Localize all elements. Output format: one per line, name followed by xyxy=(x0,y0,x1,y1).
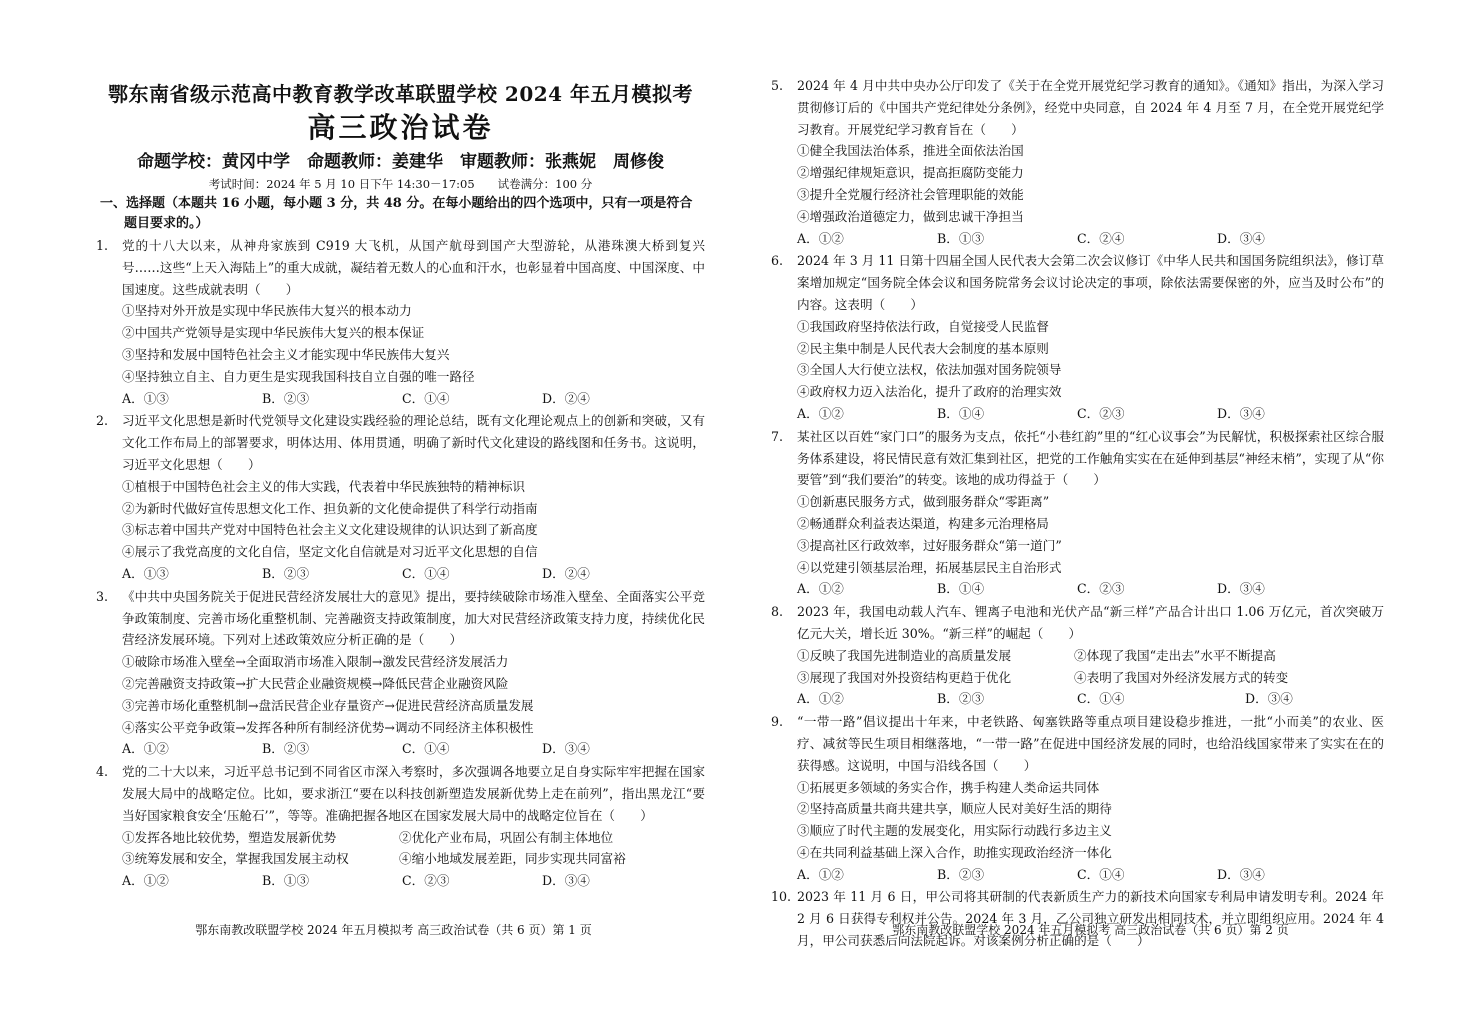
question-number: 4. xyxy=(96,764,109,780)
page-footer: 鄂东南教改联盟学校 2024 年五月模拟考 高三政治试卷（共 6 页）第 2 页 xyxy=(892,923,1289,937)
statement-option: ④增强政治道德定力，做到忠诚干净担当 xyxy=(797,208,1024,224)
question-number: 8. xyxy=(771,604,784,620)
choice-d: D．③④ xyxy=(1217,405,1265,421)
question-number: 10. xyxy=(771,889,792,905)
answer-choices xyxy=(96,388,705,410)
statement-option: ②中国共产党领导是实现中华民族伟大复兴的根本保证 xyxy=(122,325,425,341)
question-stem: 党的二十大以来，习近平总书记到不同省区市深入考察时，多次强调各地要立足自身实际牢牢把握在国家发展大局中的战略定位。比如，要求浙江“要在以科技创新塑造发展新优势上走在前列”，指出黑龙江“要当好国家粮食安全‘压舱石’”，等等。准确把握各地区在国家发展大局中的战略定位旨在（ ） xyxy=(122,764,705,823)
choice-a: A．①② xyxy=(797,581,844,597)
question-stem: 2023 年 11 月 6 日，甲公司将其研制的代表新质生产力的新技术向国家专利局申请发明专利。2024 年 2 月 6 日获得专利权并公告。2024 年 3 月，乙公司独立研发出相同技术，并立即组织应用。2024 年 4 月，甲公司获悉后向法院起诉。对该案例分析正确的是（ ） xyxy=(797,889,1384,949)
choice-d: D．③④ xyxy=(1245,691,1293,707)
question-2 xyxy=(96,410,705,584)
statement-option: ③标志着中国共产党对中国特色社会主义文化建设规律的认识达到了新高度 xyxy=(122,522,538,538)
choice-a: A．①② xyxy=(797,866,844,882)
choice-a: A．①③ xyxy=(122,565,169,581)
statement-option: ②民主集中制是人民代表大会制度的基本原则 xyxy=(797,340,1049,356)
question-8 xyxy=(771,601,1384,710)
statement-option: ④表明了我国对外经济发展方式的转变 xyxy=(1074,669,1289,685)
question-number: 6. xyxy=(771,253,784,269)
statement-option: ①拓展更多领域的务实合作，携手构建人类命运共同体 xyxy=(797,779,1100,795)
question-stem: 习近平文化思想是新时代党领导文化建设实践经验的理论总结，既有文化理论观点上的创新和突破，又有文化工作布局上的部署要求，明体达用、体用贯通，明确了新时代文化建设的路线图和任务书。这说明，习近平文化思想（ ） xyxy=(122,413,705,472)
question-stem: 2023 年，我国电动载人汽车、锂离子电池和光伏产品“新三样”产品合计出口 1.06 万亿元，首次突破万亿元大关，增长近 30%。“新三样”的崛起（ ） xyxy=(797,604,1384,641)
question-stem: 2024 年 3 月 11 日第十四届全国人民代表大会第二次会议修订《中华人民共和国国务院组织法》，修订草案增加规定“国务院全体会议和国务院常务会议讨论决定的事项，除依法需要保密的外，应当及时公布”的内容。这表明（ ） xyxy=(797,253,1384,312)
choice-b: B．②③ xyxy=(262,390,310,406)
answer-choices xyxy=(96,738,705,760)
question-9 xyxy=(771,711,1384,885)
choice-b: B．②③ xyxy=(262,565,310,581)
statement-option: ①坚持对外开放是实现中华民族伟大复兴的根本动力 xyxy=(122,303,412,319)
question-5 xyxy=(771,75,1384,249)
statement-option: ②畅通群众利益表达渠道，构建多元治理格局 xyxy=(797,515,1049,531)
question-number: 9. xyxy=(771,714,784,730)
statement-option: ③坚持和发展中国特色社会主义才能实现中华民族伟大复兴 xyxy=(122,346,450,362)
statement-option: ②完善融资支持政策→扩大民营企业融资规模→降低民营企业融资风险 xyxy=(122,675,509,691)
statement-option-row xyxy=(771,645,1384,667)
choice-c: C．①④ xyxy=(1077,691,1125,707)
question-stem: “一带一路”倡议提出十年来，中老铁路、匈塞铁路等重点项目建设稳步推进，一批“小而美”的农业、医疗、减贫等民生项目相继落地，“一带一路”在促进中国经济发展的同时，也给沿线国家带来了实实在在的获得感。这说明，中国与沿线各国（ ） xyxy=(797,714,1384,773)
choice-d: D．③④ xyxy=(1217,866,1265,882)
choice-a: A．①② xyxy=(797,405,844,421)
choice-b: B．②③ xyxy=(262,741,310,757)
choice-a: A．①② xyxy=(122,741,169,757)
question-1 xyxy=(96,235,705,409)
choice-c: C．①④ xyxy=(402,565,450,581)
statement-option: ①反映了我国先进制造业的高质量发展 xyxy=(797,647,1012,663)
exam-time-score: 考试时间：2024 年 5 月 10 日下午 14:30－17:05 试卷满分：100 分 xyxy=(208,177,593,191)
answer-choices xyxy=(771,688,1384,710)
choice-b: B．②③ xyxy=(937,866,985,882)
statement-option: ①破除市场准入壁垒→全面取消市场准入限制→激发民营经济发展活力 xyxy=(122,654,509,670)
question-number: 5. xyxy=(771,78,784,93)
statement-option: ④展示了我党高度的文化自信，坚定文化自信就是对习近平文化思想的自信 xyxy=(122,544,538,560)
answer-choices xyxy=(771,578,1384,600)
statement-option: ③展现了我国对外投资结构更趋于优化 xyxy=(797,669,1012,685)
answer-choices xyxy=(771,228,1384,250)
question-stem: 2024 年 4 月中共中央办公厅印发了《关于在全党开展党纪学习教育的通知》。《通知》指出，为深入学习贯彻修订后的《中国共产党纪律处分条例》，经党中央同意，自 2024 年 4 月至 7 月，在全党开展党纪学习教育。开展党纪学习教育旨在（ ） xyxy=(797,78,1384,137)
statement-option-row xyxy=(771,667,1384,689)
statement-option: ①创新惠民服务方式，做到服务群众“零距离” xyxy=(797,494,1050,510)
statement-option: ④落实公平竞争政策→发挥各种所有制经济优势→调动不同经济主体积极性 xyxy=(122,719,534,735)
statement-option: ③提升全党履行经济社会管理职能的效能 xyxy=(797,186,1024,202)
question-number: 2. xyxy=(96,413,109,429)
exam-title: 高三政治试卷 xyxy=(307,111,494,144)
statement-option: ①我国政府坚持依法行政，自觉接受人民监督 xyxy=(797,318,1049,334)
choice-c: C．①④ xyxy=(402,390,450,406)
choice-a: A．①③ xyxy=(122,390,169,406)
statement-option: ②体现了我国“走出去”水平不断提高 xyxy=(1074,647,1276,663)
statement-option: ④在共同利益基础上深入合作，助推实现政治经济一体化 xyxy=(797,844,1112,860)
question-stem: 《中共中央国务院关于促进民营经济发展壮大的意见》提出，要持续破除市场准入壁垒、全面落实公平竞争政策制度、完善市场化重整机制、完善融资支持政策制度，加大对民营经济政策支持力度，持续优化民营经济发展环境。下列对上述政策效应分析正确的是（ ） xyxy=(122,588,705,648)
statement-option: ①发挥各地比较优势，塑造发展新优势 xyxy=(122,829,337,845)
section-heading xyxy=(96,194,705,234)
question-6 xyxy=(771,250,1384,424)
statement-option: ②为新时代做好宣传思想文化工作、担负新的文化使命提供了科学行动指南 xyxy=(122,500,538,516)
exam-page-2 xyxy=(737,0,1474,1021)
statement-option: ①植根于中国特色社会主义的伟大实践，代表着中华民族独特的精神标识 xyxy=(122,478,525,494)
choice-b: B．①③ xyxy=(937,230,985,246)
choice-b: B．①③ xyxy=(262,873,310,889)
statement-option: ④缩小地域发展差距，同步实现共同富裕 xyxy=(399,851,626,867)
choice-a: A．①② xyxy=(797,230,844,246)
question-number: 7. xyxy=(771,428,784,444)
statement-option: ①健全我国法治体系，推进全面依法治国 xyxy=(797,143,1024,159)
question-4 xyxy=(96,761,705,892)
statement-option: ③完善市场化重整机制→盘活民营企业存量资产→促进民营经济高质量发展 xyxy=(122,697,534,713)
choice-d: D．③④ xyxy=(542,741,590,757)
question-stem: 党的十八大以来，从神舟家族到 C919 大飞机，从国产航母到国产大型游轮，从港珠澳大桥到复兴号……这些“上天入海陆上”的重大成就，凝结着无数人的心血和汗水，也彰显着中国高度、中国深度、中国速度。这些成就表明（ ） xyxy=(122,238,705,297)
statement-option: ②坚持高质量共商共建共享，顺应人民对美好生活的期待 xyxy=(797,801,1112,817)
statement-option: ③顺应了时代主题的发展变化，用实际行动践行多边主义 xyxy=(797,823,1112,839)
statement-option: ②增强纪律规矩意识，提高拒腐防变能力 xyxy=(797,165,1024,181)
exam-header-school-union: 鄂东南省级示范高中教育教学改革联盟学校 2024 年五月模拟考 xyxy=(107,82,694,106)
question-number: 3. xyxy=(96,588,109,604)
statement-option: ④政府权力迈入法治化，提升了政府的治理实效 xyxy=(797,384,1062,400)
choice-d: D．③④ xyxy=(542,873,590,889)
choice-d: D．②④ xyxy=(542,565,590,581)
choice-b: B．①④ xyxy=(937,581,985,597)
choice-d: D．③④ xyxy=(1217,581,1265,597)
choice-c: C．②③ xyxy=(1077,581,1125,597)
statement-option: ④坚持独立自主、自力更生是实现我国科技自立自强的唯一路径 xyxy=(122,368,475,384)
question-number: 1. xyxy=(96,238,109,253)
choice-a: A．①② xyxy=(122,873,169,889)
question-3 xyxy=(96,586,705,760)
answer-choices xyxy=(96,563,705,585)
choice-b: B．②③ xyxy=(937,691,985,707)
choice-c: C．①④ xyxy=(402,741,450,757)
statement-option: ②优化产业布局，巩固公有制主体地位 xyxy=(399,829,614,845)
page-footer: 鄂东南教改联盟学校 2024 年五月模拟考 高三政治试卷（共 6 页）第 1 页 xyxy=(195,923,592,937)
statement-option-row xyxy=(96,848,705,870)
question-7 xyxy=(771,426,1384,600)
choice-c: C．②④ xyxy=(1077,230,1125,246)
choice-b: B．①④ xyxy=(937,405,985,421)
statement-option-row xyxy=(96,827,705,849)
section-instructions: 一、选择题（本题共 16 小题，每小题 3 分，共 48 分。在每小题给出的四个选项中，只有一项是符合题目要求的。） xyxy=(100,196,693,231)
question-stem: 某社区以百姓“家门口”的服务为支点，依托“小巷红韵”里的“红心议事会”为民解忧，积极探索社区综合服务体系建设，将民情民意有效汇集到社区，把党的工作触角实实在在延伸到基层“神经末梢”，实现了从“你要管”到“我们要治”的转变。该地的成功得益于（ ） xyxy=(797,428,1384,488)
choice-a: A．①② xyxy=(797,691,844,707)
question-10 xyxy=(771,886,1384,951)
choice-c: C．②③ xyxy=(402,873,450,889)
statement-option: ③提高社区行政效率，过好服务群众“第一道门” xyxy=(797,537,1062,553)
choice-d: D．③④ xyxy=(1217,230,1265,246)
statement-option: ③全国人大行使立法权，依法加强对国务院领导 xyxy=(797,362,1062,378)
statement-option: ③统筹发展和安全，掌握我国发展主动权 xyxy=(122,851,349,867)
answer-choices xyxy=(771,864,1384,886)
statement-option: ④以党建引领基层治理，拓展基层民主自治形式 xyxy=(797,559,1062,575)
answer-choices xyxy=(771,403,1384,425)
choice-d: D．②④ xyxy=(542,390,590,406)
exam-authors: 命题学校：黄冈中学 命题教师：姜建华 审题教师：张燕妮 周修俊 xyxy=(137,152,664,172)
choice-c: C．①④ xyxy=(1077,866,1125,882)
choice-c: C．②③ xyxy=(1077,405,1125,421)
answer-choices xyxy=(96,870,705,892)
